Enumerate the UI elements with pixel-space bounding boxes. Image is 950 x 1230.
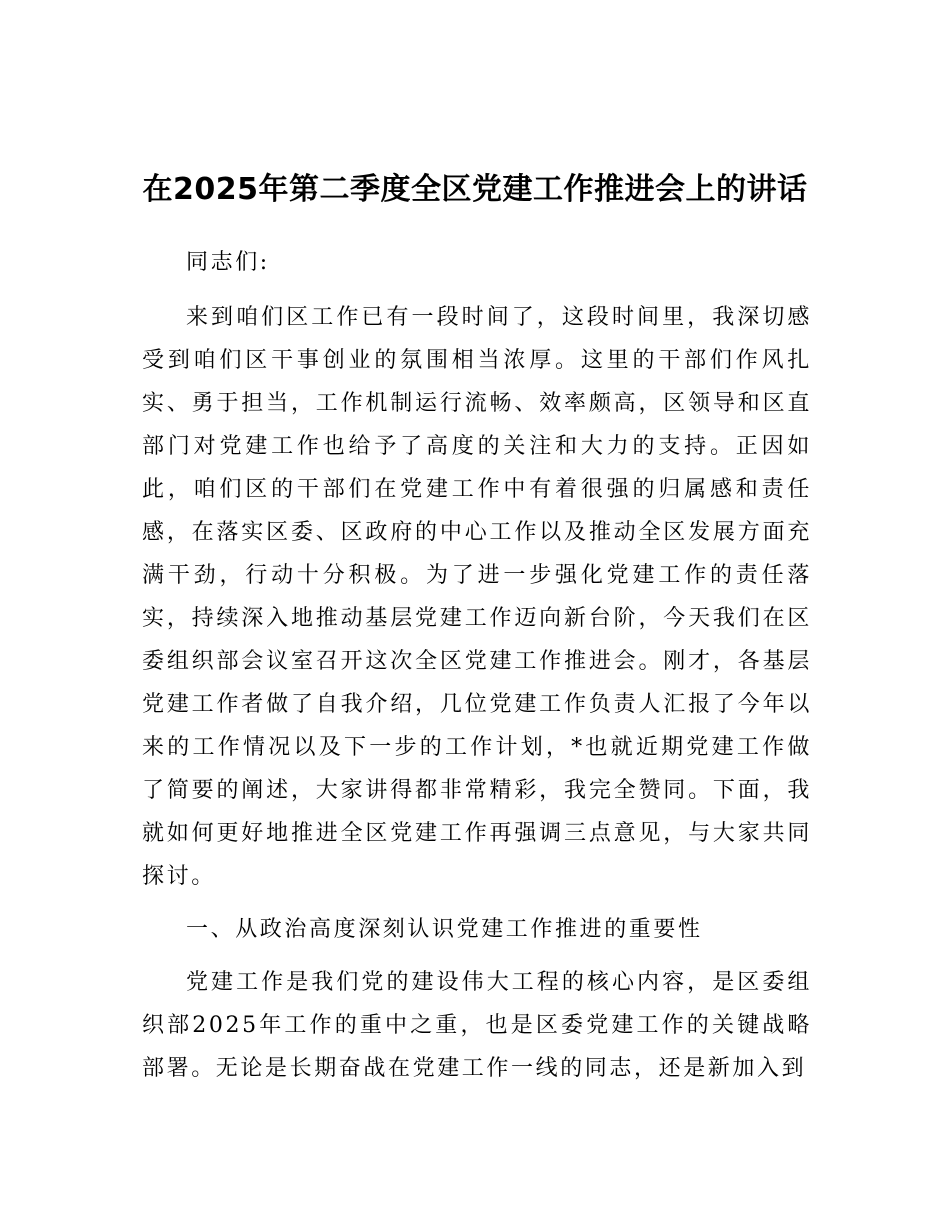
- greeting: 同志们:: [186, 250, 270, 275]
- page-title: 在2025年第二季度全区党建工作推进会上的讲话: [142, 172, 808, 207]
- paragraph-intro: 来到咱们区工作已有一段时间了，这段时间里，我深切感受到咱们区干事创业的氛围相当浓厚。这里的干部们作风扎实、勇于担当，工作机制运行流畅、效率颇高，区领导和区直部门对党建工作也给予了高度的关注和大力的支持。正因如此，咱们区的干部们在党建工作中有着很强的归属感和责任感，在落实区委、区政府的中心工作以及推动全区发展方面充满干劲，行动十分积极。为了进一步强化党建工作的责任落实，持续深入地推动基层党建工作迈向新台阶，今天我们在区委组织部会议室召开这次全区党建工作推进会。刚才，各基层党建工作者做了自我介绍，几位党建工作负责人汇报了今年以来的工作情况以及下一步的工作计划，*也就近期党建工作做了简要的阐述，大家讲得都非常精彩，我完全赞同。下面，我就如何更好地推进全区党建工作再强调三点意见，与大家共同探讨。: [142, 305, 812, 889]
- paragraph-section-1: 党建工作是我们党的建设伟大工程的核心内容，是区委组织部2025年工作的重中之重，也是区委党建工作的关键战略部署。无论是长期奋战在党建工作一线的同志，还是新加入到: [142, 970, 812, 1081]
- section-heading-1: 一、从政治高度深刻认识党建工作推进的重要性: [186, 917, 703, 942]
- document-body: [142, 241, 812, 1092]
